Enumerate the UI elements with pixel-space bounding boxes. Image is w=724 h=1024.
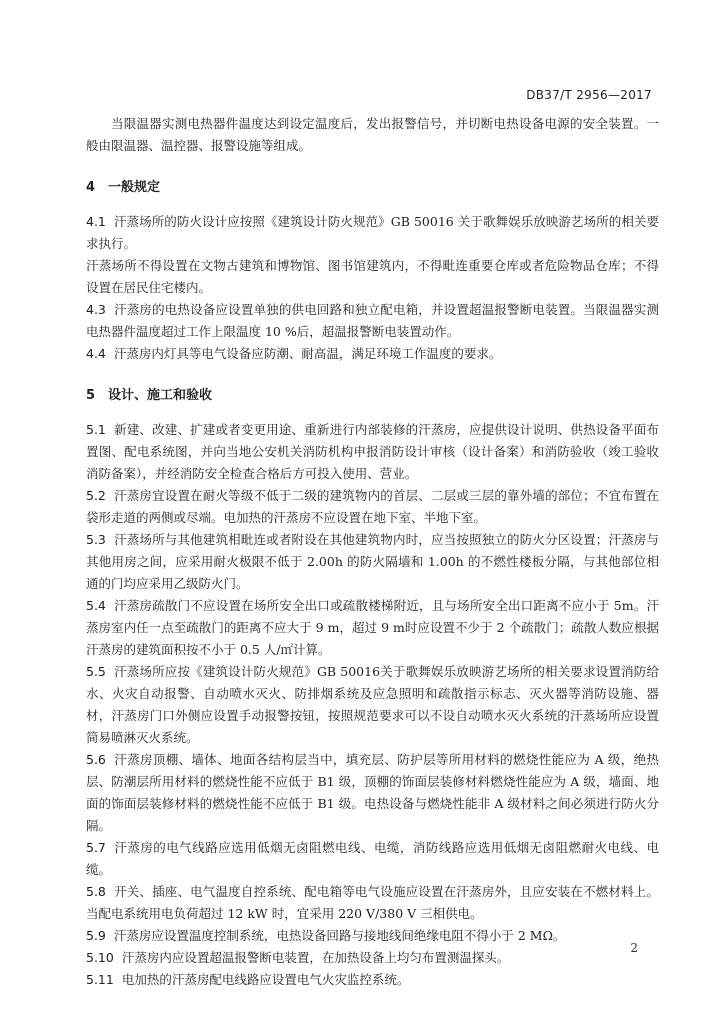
section-number: 4 bbox=[86, 180, 96, 195]
clause-5-3 bbox=[86, 529, 659, 595]
clause-text: 汗蒸房的电气线路应选用低烟无卤阻燃电线、电缆，消防线路应选用低烟无卤阻燃耐火电线、电缆。 bbox=[86, 840, 659, 877]
clause-5-7 bbox=[86, 837, 659, 881]
clause-number: 4.4 bbox=[86, 346, 106, 361]
clause-5-6 bbox=[86, 749, 659, 837]
clause-number: 5.10 bbox=[86, 950, 114, 965]
section-title: 设计、施工和验收 bbox=[108, 388, 213, 403]
document-code: DB37/T 2956—2017 bbox=[526, 88, 652, 102]
clause-number: 5.8 bbox=[86, 884, 106, 899]
clause-text: 汗蒸房宜设置在耐火等级不低于二级的建筑物内的首层、二层或三层的靠外墙的部位；不宜布置在袋形走道的两侧或尽端。电加热的汗蒸房不应设置在地下室、半地下室。 bbox=[86, 488, 659, 525]
clause-text: 汗蒸房内灯具等电气设备应防潮、耐高温，满足环境工作温度的要求。 bbox=[113, 346, 502, 361]
clause-number: 4.3 bbox=[86, 302, 106, 317]
clause-4-3 bbox=[86, 299, 659, 343]
clause-number: 5.3 bbox=[86, 532, 106, 547]
clause-5-10 bbox=[86, 947, 659, 969]
clause-number: 5.6 bbox=[86, 752, 106, 767]
page-number: 2 bbox=[630, 941, 638, 955]
clause-number: 4.1 bbox=[86, 214, 106, 229]
clause-5-1 bbox=[86, 419, 659, 485]
clause-number: 5.5 bbox=[86, 664, 106, 679]
clause-5-5 bbox=[86, 661, 659, 749]
clause-5-9 bbox=[86, 925, 659, 947]
clause-number: 5.7 bbox=[86, 840, 106, 855]
clause-4-1 bbox=[86, 211, 659, 255]
clause-text: 汗蒸房内应设置超温报警断电装置，在加热设备上均匀布置测温探头。 bbox=[121, 950, 510, 965]
section-5-heading bbox=[86, 385, 659, 407]
clause-number: 5.11 bbox=[86, 972, 114, 987]
clause-5-4 bbox=[86, 595, 659, 661]
clause-text: 汗蒸房顶棚、墙体、地面各结构层当中，填充层、防护层等所用材料的燃烧性能应为 A 级，绝热层、防潮层所用材料的燃烧性能不应低于 B1 级，顶棚的饰面层装修材料燃烧性能应为 A 级，墙面、地面的饰面层装修材料的燃烧性能不应低于 B1 级。电热设备与燃烧性能非 A 级材料之间必须进行防火分隔。 bbox=[86, 752, 659, 833]
clause-number: 5.9 bbox=[86, 928, 106, 943]
clause-4-2 bbox=[86, 255, 659, 299]
clause-number: 5.4 bbox=[86, 598, 106, 613]
clause-4-4 bbox=[86, 343, 659, 365]
clause-5-11 bbox=[86, 969, 659, 991]
intro-paragraph: 当限温器实测电热器件温度达到设定温度后，发出报警信号，并切断电热设备电源的安全装置。一般由限温器、温控器、报警设施等组成。 bbox=[86, 116, 659, 153]
clause-text: 汗蒸房疏散门不应设置在场所安全出口或疏散楼梯附近，且与场所安全出口距离不应小于 5m。汗蒸房室内任一点至疏散门的距离不应大于 9 m，超过 9 m时应设置不少于 2 个疏散门；疏散人数应根据汗蒸房的建筑面积按不小于 0.5 人/㎡计算。 bbox=[86, 598, 659, 657]
clause-text: 汗蒸场所不得设置在文物古建筑和博物馆、图书馆建筑内，不得毗连重要仓库或者危险物品仓库；不得设置在居民住宅楼内。 bbox=[86, 258, 659, 295]
clause-text: 汗蒸房的电热设备应设置单独的供电回路和独立配电箱，并设置超温报警断电装置。当限温器实测电热器件温度超过工作上限温度 10 %后，超温报警断电装置动作。 bbox=[86, 302, 659, 339]
clause-text: 新建、改建、扩建或者变更用途、重新进行内部装修的汗蒸房，应提供设计说明、供热设备平面布置图、配电系统图，并向当地公安机关消防机构申报消防设计审核（设计备案）和消防验收（竣工验收消防备案），并经消防安全检查合格后方可投入使用、营业。 bbox=[86, 422, 659, 481]
clause-5-8 bbox=[86, 881, 659, 925]
section-4-heading bbox=[86, 177, 659, 199]
clause-number: 5.1 bbox=[86, 422, 106, 437]
clause-5-2 bbox=[86, 485, 659, 529]
clause-number: 5.2 bbox=[86, 488, 106, 503]
clause-text: 汗蒸房应设置温度控制系统，电热设备回路与接地线间绝缘电阻不得小于 2 MΩ。 bbox=[113, 928, 566, 943]
clause-text: 开关、插座、电气温度自控系统、配电箱等电气设施应设置在汗蒸房外，且应安装在不燃材料上。当配电系统用电负荷超过 12 kW 时，宜采用 220 V/380 V 三相供电。 bbox=[86, 884, 659, 921]
clause-text: 电加热的汗蒸房配电线路应设置电气火灾监控系统。 bbox=[121, 972, 410, 987]
section-title: 一般规定 bbox=[108, 180, 161, 195]
clause-text: 汗蒸场所与其他建筑相毗连或者附设在其他建筑物内时，应当按照独立的防火分区设置；汗蒸房与其他用房之间，应采用耐火极限不低于 2.00h 的防火隔墙和 1.00h 的不燃性楼板分隔，与其他部位相通的门均应采用乙级防火门。 bbox=[86, 532, 659, 591]
section-number: 5 bbox=[86, 388, 96, 403]
document-body bbox=[86, 113, 659, 991]
clause-text: 汗蒸场所应按《建筑设计防火规范》GB 50016关于歌舞娱乐放映游艺场所的相关要求设置消防给水、火灾自动报警、自动喷水灭火、防排烟系统及应急照明和疏散指示标志、灭火器等消防设施、器材，汗蒸房门口外侧应设置手动报警按钮，按照规范要求可以不设自动喷水灭火系统的汗蒸场所应设置简易喷淋灭火系统。 bbox=[86, 664, 659, 745]
clause-text: 汗蒸场所的防火设计应按照《建筑设计防火规范》GB 50016 关于歌舞娱乐放映游艺场所的相关要求执行。 bbox=[86, 214, 659, 251]
